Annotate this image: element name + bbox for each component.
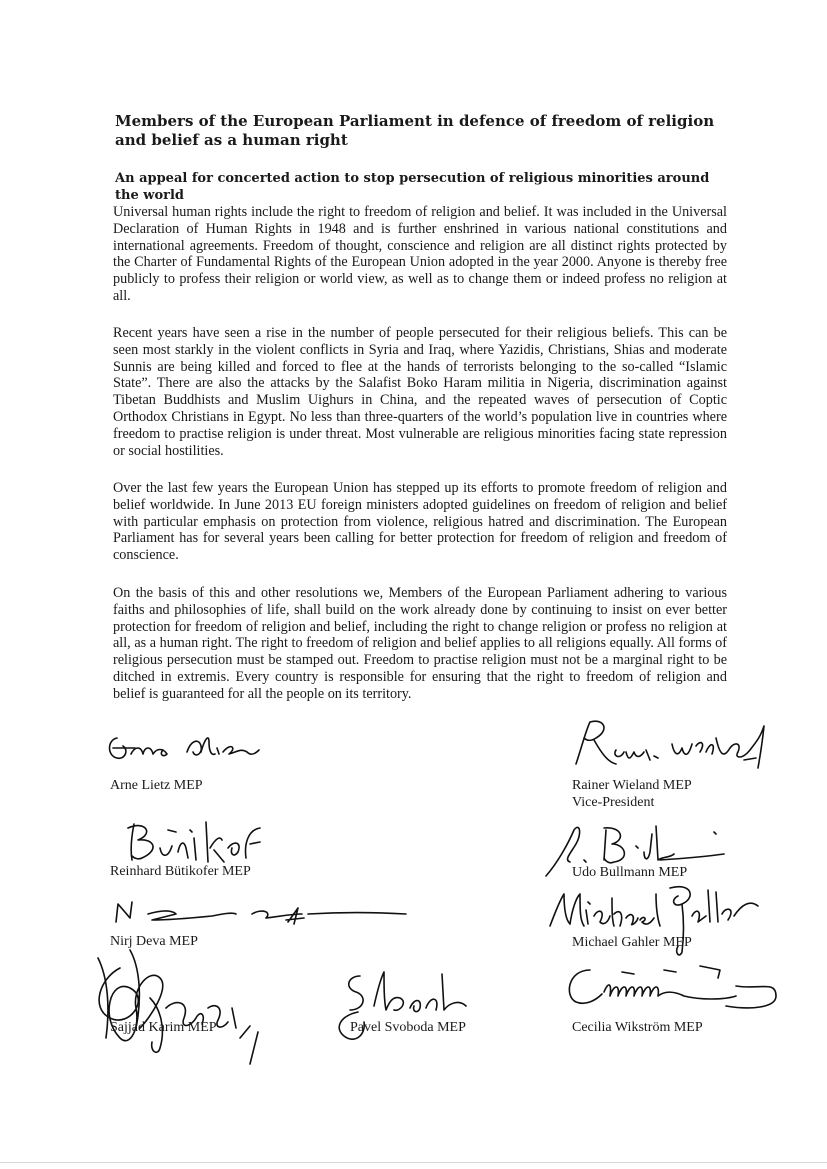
paragraph-2: Recent years have seen a rise in the number of people persecuted for their religious beliefs. This can be seen most starkly in the violent conflicts in Syria and Iraq, where Yazidis, Christians, Shias and moderate Sunnis are being killed and forced to flee at the hands of terrorists belonging to the so-called “Islamic State”. There are also the attacks by the Salafist Boko Haram militia in Nigeria, discrimination against Tibetan Buddhists and Muslim Uighurs in China, and the repeated waves of persecution of Coptic Orthodox Christians in Egypt. No less than three-quarters of the world’s population live in countries where freedom to practise religion is under threat. Most vulnerable are religious minorities facing state repression or social hostilities. xyxy=(113,325,727,459)
signer-sajjad-karim: Sajjad Karim MEP xyxy=(110,1020,217,1035)
signer-rainer-wieland-role: Vice-President xyxy=(572,795,655,810)
signer-pavel-svoboda: Pavel Svoboda MEP xyxy=(350,1020,466,1035)
page-bottom-edge xyxy=(0,1162,827,1163)
document-title: Members of the European Parliament in defence of freedom of religion and belief as a human right xyxy=(115,112,715,149)
paragraph-4: On the basis of this and other resolutions we, Members of the European Parliament adhering to various faiths and philosophies of life, shall build on the work already done by continuing to insist on ever better protection for freedom of religion and belief, including the right to change religion or profess no religion at all, as a human right. The right to freedom of religion and belief applies to all religions equally. All forms of religious persecution must be stamped out. Freedom to practise religion must not be a marginal right to be ditched in extremis. Every country is responsible for ensuring that the right to freedom of religion and belief is guaranteed for all the people on its territory. xyxy=(113,585,727,702)
signer-reinhard-butikofer: Reinhard Bütikofer MEP xyxy=(110,864,251,879)
document-subtitle: An appeal for concerted action to stop persecution of religious minorities around the world xyxy=(115,171,710,203)
signature-arne-lietz xyxy=(105,728,265,773)
signer-rainer-wieland: Rainer Wieland MEP xyxy=(572,778,692,793)
signature-reinhard-butikofer xyxy=(120,818,280,868)
signer-arne-lietz: Arne Lietz MEP xyxy=(110,778,203,793)
signer-nirj-deva: Nirj Deva MEP xyxy=(110,934,198,949)
signature-sajjad-karim xyxy=(80,938,270,1068)
paragraph-1: Universal human rights include the right to freedom of religion and belief. It was included in the Universal Declaration of Human Rights in 1948 and is further enshrined in various national constitutions and international agreements. Freedom of thought, conscience and religion are all distinct rights protected by the Charter of Fundamental Rights of the European Union adopted in the year 2000. Anyone is thereby free publicly to profess their religion or world view, as well as to change them or indeed profess no religion at all. xyxy=(113,204,727,304)
signature-nirj-deva xyxy=(112,898,412,938)
signer-cecilia-wikstrom: Cecilia Wikström MEP xyxy=(572,1020,703,1035)
signature-cecilia-wikstrom xyxy=(560,956,790,1016)
paragraph-3: Over the last few years the European Union has stepped up its efforts to promote freedom of religion and belief worldwide. In June 2013 EU foreign ministers adopted guidelines on freedom of religion and belief with particular emphasis on protection from violence, religious hatred and discrimination. The European Parliament has for several years been calling for better protection for freedom of religion and freedom of conscience. xyxy=(113,480,727,564)
signer-udo-bullmann: Udo Bullmann MEP xyxy=(572,865,688,880)
signer-michael-gahler: Michael Gahler MEP xyxy=(572,935,692,950)
signature-rainer-wieland xyxy=(560,716,780,778)
